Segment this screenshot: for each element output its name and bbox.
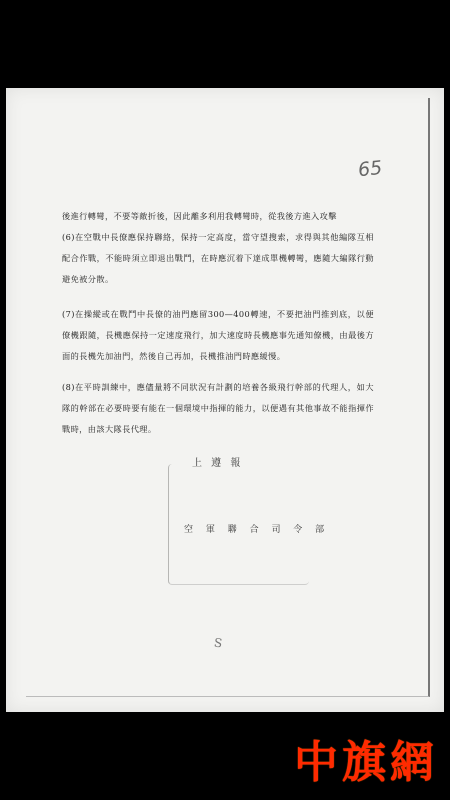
paragraph-3: (7)在操縱或在戰鬥中長僚的油門應留300—400轉速，不要把油門推到底，以便僚機跟隨，長機應保持一定速度飛行，加大速度時長機應事先通知僚機，由最後方面的長機先加油門，然後自己再加，長機推油門時應緩慢。 [62,309,374,361]
page-number: 65 [356,156,384,182]
watermark-logo: 中旗網 [294,737,438,788]
scanned-document-page [6,88,444,712]
paragraph-1: 後進行轉彎，不要等敵折後，因此離多利用我轉彎時，從我後方進入攻擊 [62,211,337,221]
paragraph-2: (6)在空戰中長僚應保持聯絡，保持一定高度，當守望搜索，求得與其他編隊互相配合作戰，不能時須立即退出戰鬥，在時應沉着下達成單機轉彎，應隨大編隊行動避免被分散。 [62,232,374,284]
paragraph-4: (8)在平時訓練中，應儘量將不同狀況有計劃的培養各級飛行幹部的代理人，如大隊的幹部在必要時要有能在一個環境中指揮的能力，以便遇有其他事故不能指揮作戰時，由該大隊長代理。 [62,382,374,434]
issuer-name: 空 軍 聯 合 司 令 部 [184,525,330,535]
signature-label: 上 遵 報 [192,458,244,469]
document-body [62,206,374,440]
pen-mark: S [213,635,224,651]
